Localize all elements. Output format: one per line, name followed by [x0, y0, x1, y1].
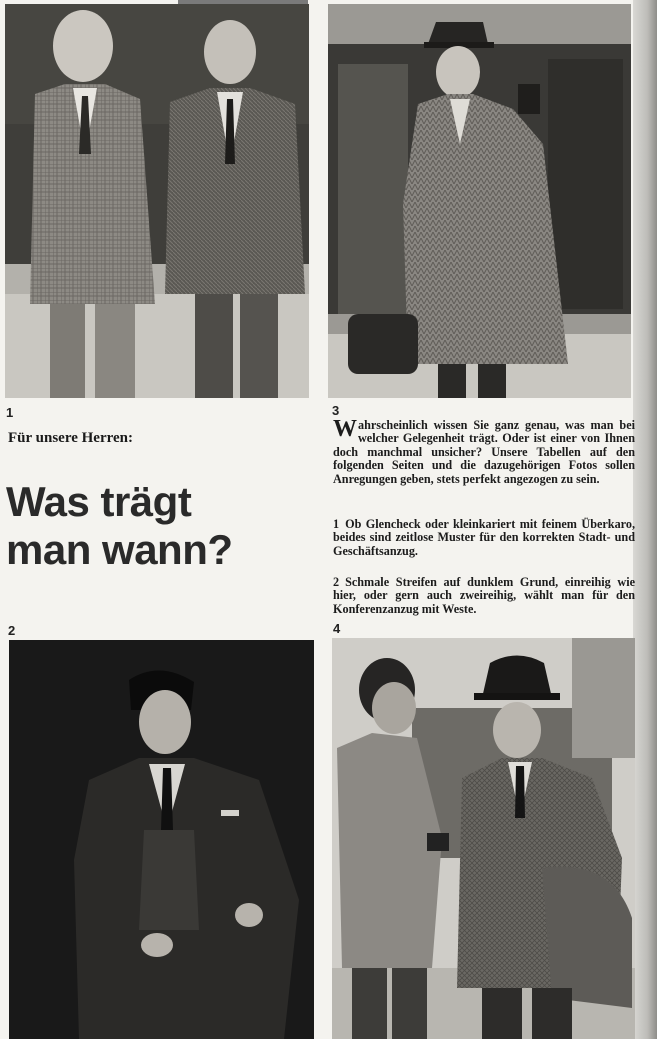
photo-2-man-dark-suit: [9, 640, 314, 1039]
photo-4-two-men-talking: [332, 638, 635, 1039]
photo-3-image: [328, 4, 631, 398]
figure-number-1: 1: [6, 405, 14, 420]
intro-paragraph: [333, 416, 635, 486]
caption-2-number: 2: [333, 575, 340, 589]
photo-2-image: [9, 640, 314, 1039]
photo-3-man-overcoat: [328, 4, 631, 398]
caption-2: [333, 576, 635, 616]
figure-number-3: 3: [332, 403, 340, 418]
caption-1-text: Ob Glencheck oder kleinkariert mit feinem Überkaro, beides sind zeitlose Muster für den korrekten Stadt- und Geschäftsanzug.: [333, 517, 635, 558]
photo-4-image: [332, 638, 635, 1039]
intro-text: ahrscheinlich wissen Sie ganz genau, was man bei welcher Gelegenheit trägt. Oder ist einer von Ihnen doch manchmal unsicher? Unsere Tabellen auf den folgenden Seiten und die dazugehörigen Fotos sollen Anregungen geben, stets perfekt angezogen zu sein.: [333, 418, 635, 486]
photo-1-two-men-suits: [5, 4, 309, 398]
article-kicker: Für unsere Herren:: [8, 430, 133, 446]
caption-1-number: 1: [333, 517, 340, 531]
article-headline: [6, 478, 321, 574]
figure-number-2: 2: [8, 623, 16, 638]
caption-1: [333, 518, 635, 558]
figure-number-4: 4: [333, 621, 341, 636]
headline-line-2: man wann?: [6, 526, 233, 573]
intro-dropcap: W: [333, 416, 357, 442]
headline-line-1: Was trägt: [6, 478, 192, 525]
caption-2-text: Schmale Streifen auf dunklem Grund, einreihig wie hier, oder gern auch zweireihig, wählt man für den Konferenzanzug mit Weste.: [333, 575, 635, 616]
page-edge: [633, 0, 657, 1039]
photo-1-image: [5, 4, 309, 398]
